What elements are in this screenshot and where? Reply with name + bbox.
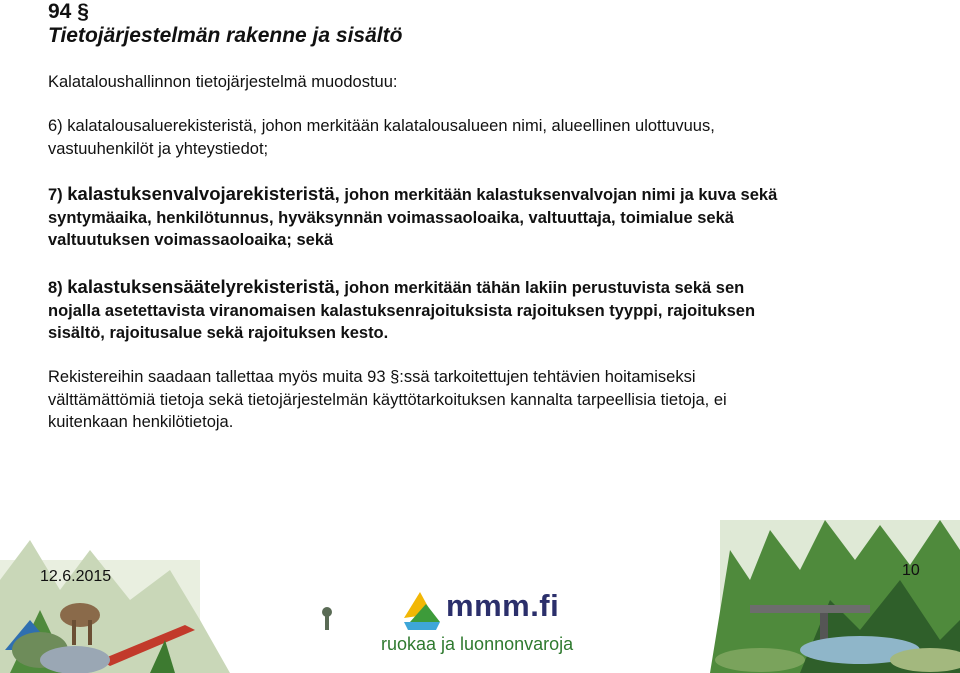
- closing-line1: Rekistereihin saadaan tallettaa myös muita 93 §:ssä tarkoitettujen tehtävien hoitamiseksi: [48, 368, 696, 386]
- item-7-line1: johon merkitään kalastuksenvalvojan nimi ja kuva sekä: [339, 186, 778, 204]
- page-number: 10: [902, 562, 920, 579]
- item-8-line3: sisältö, rajoitusalue sekä rajoituksen kesto.: [48, 324, 389, 342]
- item-7-line2: syntymäaika, henkilötunnus, hyväksynnän voimassaoloaika, valtuuttaja, toimialue sekä: [48, 208, 734, 227]
- logo-tagline: ruokaa ja luonnonvaroja: [381, 634, 574, 654]
- item-8: [48, 276, 898, 345]
- item-6: [48, 115, 898, 160]
- nature-illustration-right: [600, 520, 960, 673]
- item-7-prefix: 7): [48, 186, 68, 204]
- closing-paragraph: [48, 366, 898, 434]
- closing-line3: kuitenkaan henkilötietoja.: [48, 413, 234, 431]
- section-title: Tietojärjestelmän rakenne ja sisältö: [48, 24, 403, 47]
- item-8-prefix: 8): [48, 279, 68, 297]
- closing-line2: välttämättömiä tietoja sekä tietojärjestelmän käyttötarkoituksen kannalta tarpeellisia tietoja, ei: [48, 390, 727, 409]
- item-7-emphasis: kalastuksenvalvojarekisteristä,: [67, 183, 340, 204]
- item-8-line2: nojalla asetettavista viranomaisen kalastuksenrajoituksista rajoituksen tyyppi, rajoituksen: [48, 301, 756, 320]
- intro-text: Kalataloushallinnon tietojärjestelmä muodostuu:: [48, 73, 398, 91]
- item-7: [48, 183, 898, 252]
- logo-text: mmm.fi: [446, 588, 560, 623]
- item-6-prefix: 6): [48, 117, 68, 135]
- item-6-line2: vastuuhenkilöt ja yhteystiedot;: [48, 139, 269, 158]
- item-7-line3: valtuutuksen voimassaoloaika; sekä: [48, 231, 334, 249]
- nature-illustration-left: [0, 520, 360, 673]
- item-6-line1: kalatalousaluerekisteristä, johon merkitään kalatalousalueen nimi, alueellinen ulottuvuus,: [67, 117, 715, 135]
- item-8-line1: johon merkitään tähän lakiin perustuvista sekä sen: [339, 279, 745, 297]
- section-number: 94 §: [48, 0, 89, 23]
- item-8-emphasis: kalastuksensäätelyrekisteristä,: [67, 276, 340, 297]
- footer-date: 12.6.2015: [40, 568, 112, 585]
